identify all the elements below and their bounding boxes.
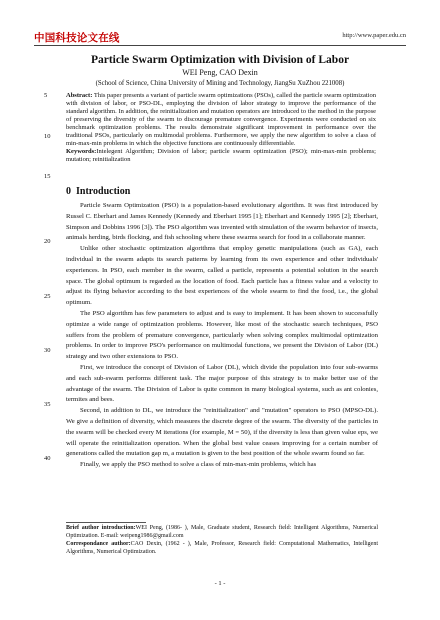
section-heading bbox=[66, 186, 130, 197]
footnotes bbox=[66, 525, 378, 557]
keywords-text: Intelegent Algorithm; Division of labor; particle swarm optimization (PSO); min-max-min problems; mutation; reinitialization bbox=[66, 148, 376, 163]
paragraph: The PSO algorithm has few parameters to adjust and is easy to implement. It has been shown to successfully optimize a wide range of optimization problems. However, like most of the stochastic search techniques, PSO suffers from the problem of premature convergence, particularly when solving complex multimodal optimization problems. In order to improve PSO's performance on multimodal functions, we present the Division of Labor (DL) strategy and two other extensions to PSO. bbox=[66, 309, 378, 361]
footnote-correspondence bbox=[66, 541, 378, 556]
site-url[interactable]: http://www.paper.edu.cn bbox=[342, 32, 406, 39]
footnote-author bbox=[66, 525, 378, 540]
footnote-divider bbox=[66, 522, 146, 523]
paper-affiliation: (School of Science, China University of Mining and Technology, JiangSu XuZhou 221008) bbox=[95, 80, 345, 87]
keywords-label: Keywords: bbox=[66, 148, 97, 155]
paragraph: Particle Swarm Optimization (PSO) is a population-based evolutionary algorithm. It was first introduced by Russel C. Eberhart and James Kennedy (Kennedy and Eberhart 1995 [1]; Eberhart and Kennedy 1995 [2]; Eberhart, Simpson and Dobbins 1996 [3]). The PSO algorithm was invented with simulation of the swarm behavior of insects, animals herding, birds flocking, and fish schooling where these swarms search for food in a collaborate manner. bbox=[66, 202, 378, 242]
abstract-label: Abstract: bbox=[66, 92, 93, 99]
section-number: 0 bbox=[66, 186, 71, 197]
site-logo: 中国科技论文在线 bbox=[34, 32, 120, 44]
paragraph: Finally, we apply the PSO method to solve a class of min-max-min problems, which has bbox=[80, 461, 317, 469]
page-header bbox=[34, 30, 406, 44]
footnote-text: CAO Dexin, (1962 - ), Male, Professor, Research field: Computational Mathematics, Intelligent Algorithms, Numerical Optimization. bbox=[66, 541, 378, 555]
line-number: 10 bbox=[44, 133, 51, 140]
abstract-block bbox=[66, 92, 376, 164]
page-number: - 1 - bbox=[214, 580, 226, 587]
footnote-label: Brief author introduction: bbox=[66, 525, 136, 531]
section-title: Introduction bbox=[76, 186, 131, 197]
body-text bbox=[66, 201, 378, 471]
paper-authors: WEI Peng, CAO Dexin bbox=[182, 68, 258, 77]
paragraph: Second, in addition to DL, we introduce the "reinitialization" and "mutation" operators to PSO (MPSO-DL). We give a definition of diversity, which measures the discrete degree of the swarm. The diversity of the particles in the swarm will be checked every M iterations (for example, M = 50), if the diversity is less than given value eps, we will operate the reinitialization operation. When the global best value ceases improving for a certain number of generations called the mutation gap m, a mutation is given to the best position of the whole swarm found so far. bbox=[66, 407, 378, 458]
abstract-text: This paper presents a variant of particle swarm optimizations (PSOs), called the particle swarm optimization with division of labor, or PSO-DL, employing the division of labor strategy to improve the performance of the standard algorithm. In addition, the reinitialization and mutation operators are introduced to the method in the purpose of preserving the diversity of the swarm to discourage premature convergence. Experiments were conducted on six benchmark optimization problems. The results demonstrate significant improvement in performance over the traditional PSOs, particularly on multimodal problems. Furthermore, we apply the new algorithm to solve a class of min-max-min problems in which the objective functions are continuously differentiable. bbox=[66, 92, 376, 147]
line-number: 15 bbox=[44, 173, 51, 180]
line-number: 5 bbox=[44, 92, 48, 99]
paragraph: Unlike other stochastic optimization algorithms that employ genetic manipulations (such as GA), each individual in the swarm adapts its search patterns by learning from its own experience and other individuals' experiences. In PSO, each member in the swarm, called a particle, represents a potential solution in the search space. The global optimum is regarded as the location of food. Each particle has a fitness value and a velocity to adjust its flying behavior according to the best experiences of the whole swarm to find the food, i.e., the global optimum. bbox=[66, 245, 378, 307]
line-number: 30 bbox=[44, 347, 51, 354]
line-number: 20 bbox=[44, 238, 51, 245]
paragraph: First, we introduce the concept of Division of Labor (DL), which divide the population into four sub-swarms and each sub-swarm performs different task. The major purpose of this strategy is to make better use of the advantage of the swarm. The Division of Labor is quite common in many biological systems, such as ant colonies, termites and bees. bbox=[66, 363, 378, 404]
line-number: 25 bbox=[44, 293, 51, 300]
line-number: 35 bbox=[44, 401, 51, 408]
paper-title: Particle Swarm Optimization with Division of Labor bbox=[90, 54, 350, 66]
line-number: 40 bbox=[44, 455, 51, 462]
header-divider bbox=[34, 45, 406, 46]
footnote-label: Correspondance author: bbox=[66, 541, 131, 548]
footnote-text: WEI Peng, (1986- ), Male, Graduate student, Research field: Intelligent Algorithms, Numerical Optimization. E-mail: weipeng1986@gmail.com bbox=[66, 525, 378, 539]
